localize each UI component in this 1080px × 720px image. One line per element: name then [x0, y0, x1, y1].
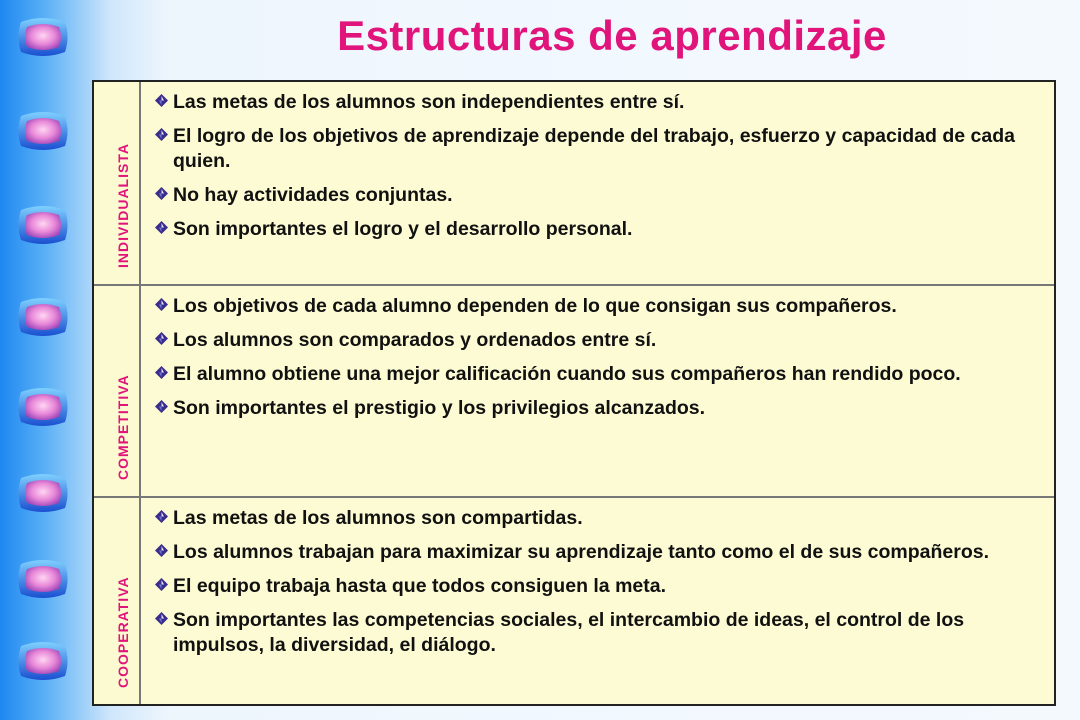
- list-item: Son importantes el logro y el desarrollo personal.: [155, 217, 1042, 242]
- section-competitiva: [94, 286, 1054, 498]
- list-item: Las metas de los alumnos son independientes entre sí.: [155, 90, 1042, 115]
- list-item: Las metas de los alumnos son compartidas.: [155, 506, 1042, 531]
- list-item: El alumno obtiene una mejor calificación cuando sus compañeros han rendido poco.: [155, 362, 1042, 387]
- section-individualista: [94, 82, 1054, 286]
- section-cooperativa: [94, 498, 1054, 704]
- diamond-bullet-icon: [155, 94, 168, 107]
- cushion-icon: [18, 640, 68, 682]
- diamond-bullet-icon: [155, 332, 168, 345]
- cushion-icon: [18, 204, 68, 246]
- diamond-bullet-icon: [155, 298, 168, 311]
- list-item: El equipo trabaja hasta que todos consiguen la meta.: [155, 574, 1042, 599]
- cushion-icon: [18, 110, 68, 152]
- category-label-cell: [94, 498, 141, 704]
- list-item: Los alumnos trabajan para maximizar su aprendizaje tanto como el de sus compañeros.: [155, 540, 1042, 565]
- cushion-icon: [18, 472, 68, 514]
- category-label-cell: [94, 82, 141, 284]
- diamond-bullet-icon: [155, 400, 168, 413]
- diamond-bullet-icon: [155, 544, 168, 557]
- diamond-bullet-icon: [155, 187, 168, 200]
- cushion-icon: [18, 558, 68, 600]
- category-label: INDIVIDUALISTA: [114, 143, 131, 268]
- section-items: [141, 498, 1054, 704]
- cushion-icon: [18, 386, 68, 428]
- list-item: Los alumnos son comparados y ordenados entre sí.: [155, 328, 1042, 353]
- diamond-bullet-icon: [155, 366, 168, 379]
- diamond-bullet-icon: [155, 510, 168, 523]
- learning-structures-table: [92, 80, 1056, 706]
- category-label: COMPETITIVA: [114, 374, 131, 480]
- category-label: COOPERATIVA: [114, 576, 131, 688]
- category-label-cell: [94, 286, 141, 496]
- list-item: Son importantes el prestigio y los privilegios alcanzados.: [155, 396, 1042, 421]
- diamond-bullet-icon: [155, 221, 168, 234]
- diamond-bullet-icon: [155, 612, 168, 625]
- list-item: Los objetivos de cada alumno dependen de lo que consigan sus compañeros.: [155, 294, 1042, 319]
- list-item: El logro de los objetivos de aprendizaje depende del trabajo, esfuerzo y capacidad de cada quien.: [155, 124, 1042, 174]
- section-items: [141, 82, 1054, 284]
- diamond-bullet-icon: [155, 578, 168, 591]
- list-item: Son importantes las competencias sociales, el intercambio de ideas, el control de los impulsos, la diversidad, el diálogo.: [155, 608, 1042, 658]
- diamond-bullet-icon: [155, 128, 168, 141]
- list-item: No hay actividades conjuntas.: [155, 183, 1042, 208]
- section-items: [141, 286, 1054, 496]
- cushion-icon: [18, 296, 68, 338]
- cushion-icon: [18, 16, 68, 58]
- page-title: Estructuras de aprendizaje: [337, 12, 887, 59]
